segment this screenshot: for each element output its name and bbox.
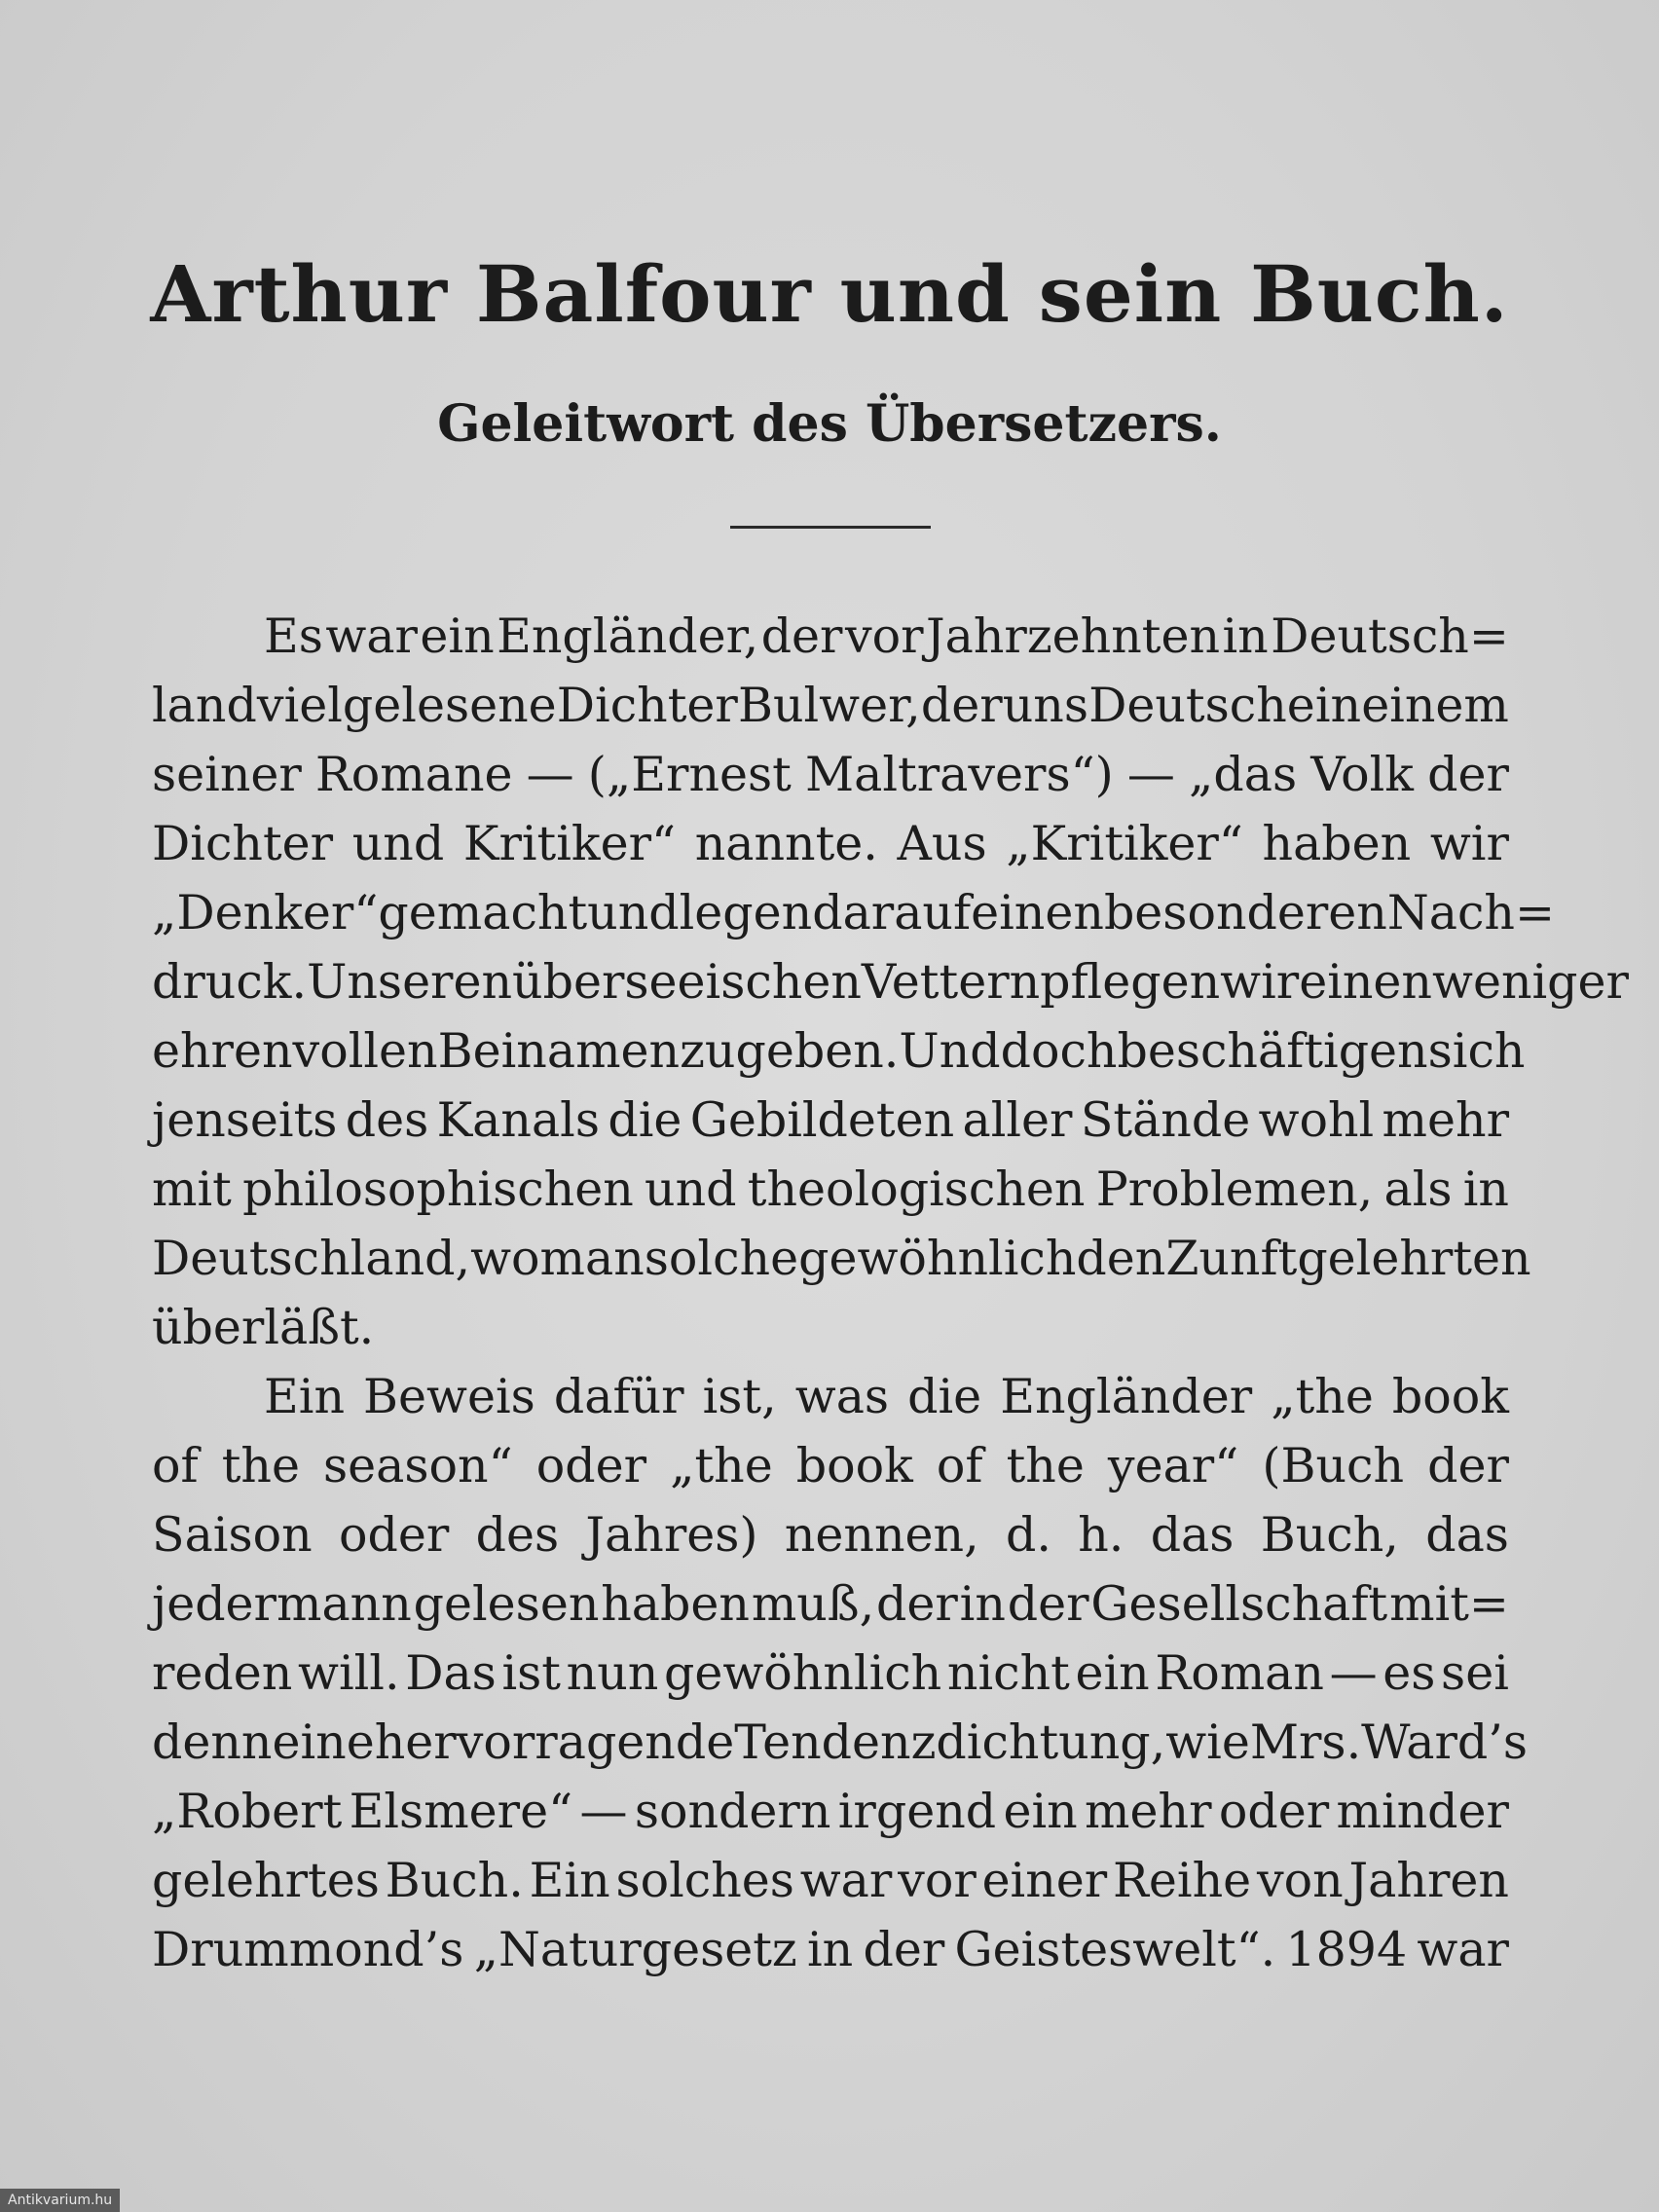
word: Jahres) [585,1507,758,1563]
word: minder [1336,1784,1509,1839]
word: Volk [1310,747,1414,802]
word: „das [1189,747,1298,802]
text-line [152,1846,1509,1915]
word: Beweis [363,1369,535,1424]
word: in [1314,678,1362,733]
word: weniger [1432,954,1629,1010]
word: jenseits [152,1092,338,1148]
word: Problemen, [1095,1161,1374,1217]
word: war [325,608,418,664]
word: mit= [1389,1576,1509,1632]
word: reden [152,1645,293,1701]
word: und [351,816,445,871]
text-line [152,1777,1509,1846]
word: „the [1271,1369,1374,1424]
word: war [1417,1922,1509,1977]
word: land [152,678,257,733]
word: the [1006,1438,1085,1493]
word: Gesellschaft [1090,1576,1388,1632]
text-line [152,1293,1509,1362]
word: besonderen [1103,885,1387,940]
word: der [876,1576,958,1632]
word: ist [501,1645,561,1701]
watermark: Antikvarium.hu [0,2189,120,2212]
word: des [475,1507,560,1563]
word: nannte. [694,816,878,871]
word: Nach= [1386,885,1556,940]
word: darauf [812,885,972,940]
word: season“ [323,1438,513,1493]
word: geben. [735,1023,900,1079]
word: Stände [1080,1092,1251,1148]
word: — [579,1784,628,1839]
word: Dichter [152,816,334,871]
chapter-subtitle: Geleitwort des Übersetzers. [437,394,1222,454]
word: Drummond’s [152,1922,464,1977]
word: der [760,608,843,664]
word: — [1329,1645,1378,1701]
word: dafür [553,1369,684,1424]
word: year“ [1107,1438,1239,1493]
word: book [1391,1369,1509,1424]
word: Reihe [1113,1853,1252,1908]
word: „Robert [152,1784,343,1839]
word: Jahren [1348,1853,1509,1908]
word: gemacht [378,885,588,940]
word: haben [1262,816,1412,871]
word: sich [1427,1023,1526,1079]
word: Roman [1155,1645,1324,1701]
word: oder [1218,1784,1330,1839]
word: Ward’s [1361,1714,1528,1770]
text-line [152,671,1509,740]
word: irgend [837,1784,997,1839]
word: ein [420,608,495,664]
text-line [152,740,1509,809]
word: sei [1441,1645,1509,1701]
text-line [152,1569,1509,1639]
word: denn [152,1714,273,1770]
word: uns [1002,678,1088,733]
chapter-title: Arthur Balfour und sein Buch. [150,248,1509,340]
word: einen [1299,954,1432,1010]
word: Jahrzehnten [926,608,1221,664]
word: des [345,1092,429,1148]
word: in [1462,1161,1509,1217]
text-line [152,1362,1509,1431]
word: in [1222,608,1269,664]
text-line [152,1500,1509,1569]
word: haben [601,1576,750,1632]
word: doch [1000,1023,1118,1079]
word: gewöhnlich [798,1231,1077,1286]
word: Aus [897,816,987,871]
word: nicht [946,1645,1070,1701]
word: gewöhnlich [663,1645,942,1701]
word: beschäftigen [1117,1023,1428,1079]
word: wie [1165,1714,1250,1770]
word: das [1150,1507,1235,1563]
word: of [936,1438,983,1493]
word: nun [566,1645,659,1701]
word: Ein [529,1853,610,1908]
word: Mrs. [1249,1714,1362,1770]
word: wir [1429,816,1509,871]
word: das [1425,1507,1509,1563]
word: (Buch [1262,1438,1405,1493]
word: einer [981,1853,1108,1908]
word: der [1007,1576,1089,1632]
word: als [1383,1161,1453,1217]
word: („Ernest [587,747,792,802]
word: ist, [702,1369,777,1424]
word: d. [1005,1507,1051,1563]
word: — [1126,747,1175,802]
word: of [152,1438,199,1493]
word: mehr [1085,1784,1212,1839]
word: Kanals [436,1092,600,1148]
word: Es [264,608,323,664]
word: mehr [1382,1092,1509,1148]
word: von [1256,1853,1344,1908]
word: vor [844,608,924,664]
word: pflegen [1040,954,1221,1010]
word: philosophischen [242,1161,634,1217]
word: oder [535,1438,646,1493]
word: book [795,1438,913,1493]
word: h. [1078,1507,1124,1563]
word: gelehrtes [152,1853,380,1908]
word: einen [971,885,1104,940]
word: Das [405,1645,497,1701]
word: „Kritiker“ [1006,816,1243,871]
word: ehrenvollen [152,1023,438,1079]
word: vor [898,1853,977,1908]
word: Saison [152,1507,313,1563]
text-line [152,1639,1509,1708]
word: Gebildeten [689,1092,955,1148]
word: Deutsche [1088,678,1315,733]
divider-rule [730,526,931,529]
text-line [152,809,1509,878]
word: ein [1075,1645,1150,1701]
word: Buch. [385,1853,524,1908]
word: „Denker“ [152,885,379,940]
word: Vettern [861,954,1041,1010]
word: es [1382,1645,1436,1701]
word: Und [899,1023,1001,1079]
word: sondern [634,1784,831,1839]
word: in [806,1922,854,1977]
word: zu [680,1023,736,1079]
word: einem [1361,678,1509,733]
word: the [221,1438,300,1493]
word: theologischen [747,1161,1086,1217]
text-line [152,1086,1509,1155]
word: den [1076,1231,1166,1286]
text-line [152,947,1629,1016]
word: in [959,1576,1006,1632]
word: wohl [1258,1092,1375,1148]
text-line [152,602,1509,671]
word: vielgelesene [256,678,557,733]
word: Maltravers“) [804,747,1114,802]
word: und [645,1161,737,1217]
word: ein [1003,1784,1078,1839]
word: wir [1220,954,1300,1010]
word: Unseren [307,954,513,1010]
word: man [539,1231,645,1286]
word: mit [152,1161,232,1217]
word: wo [470,1231,540,1286]
word: hervorragende [374,1714,735,1770]
word: Beinamen [437,1023,681,1079]
text-line [152,1915,1509,1984]
word: die [907,1369,982,1424]
word: Deutsch= [1271,608,1509,664]
word: jedermann [152,1576,412,1632]
word: 1894 [1285,1922,1408,1977]
word: der [1427,747,1509,802]
text-line [152,878,1556,947]
word: Engländer, [497,608,759,664]
word: Zunftgelehrten [1165,1231,1531,1286]
word: „the [670,1438,773,1493]
word: der [920,678,1003,733]
word: überläßt. [152,1300,375,1355]
word: und [587,885,680,940]
text-line [152,1224,1531,1293]
body-text [152,602,1629,1984]
word: Geisteswelt“. [954,1922,1276,1977]
word: der [1427,1438,1509,1493]
word: die [608,1092,682,1148]
word: Bulwer, [737,678,921,733]
word: muß, [751,1576,875,1632]
word: gelesen [413,1576,600,1632]
word: Buch, [1260,1507,1399,1563]
word: seiner [152,747,302,802]
word: aller [962,1092,1073,1148]
text-line [152,1155,1509,1224]
word: Dichter [556,678,738,733]
text-line [152,1016,1526,1086]
word: druck. [152,954,308,1010]
word: solche [644,1231,799,1286]
word: Deutschland, [152,1231,471,1286]
text-line [152,1708,1528,1777]
word: nennen, [784,1507,979,1563]
word: Ein [264,1369,345,1424]
word: Kritiker“ [462,816,677,871]
word: Elsmere“ [349,1784,573,1839]
word: der [863,1922,945,1977]
word: Tendenzdichtung, [734,1714,1166,1770]
word: will. [298,1645,400,1701]
word: überseeischen [512,954,862,1010]
text-line [152,1431,1509,1500]
word: oder [338,1507,450,1563]
word: Romane [314,747,513,802]
word: war [799,1853,893,1908]
word: „Naturgesetz [473,1922,797,1977]
word: was [794,1369,890,1424]
word: solches [615,1853,794,1908]
word: Engländer [1000,1369,1253,1424]
word: legen [679,885,813,940]
word: eine [272,1714,375,1770]
word: — [526,747,574,802]
